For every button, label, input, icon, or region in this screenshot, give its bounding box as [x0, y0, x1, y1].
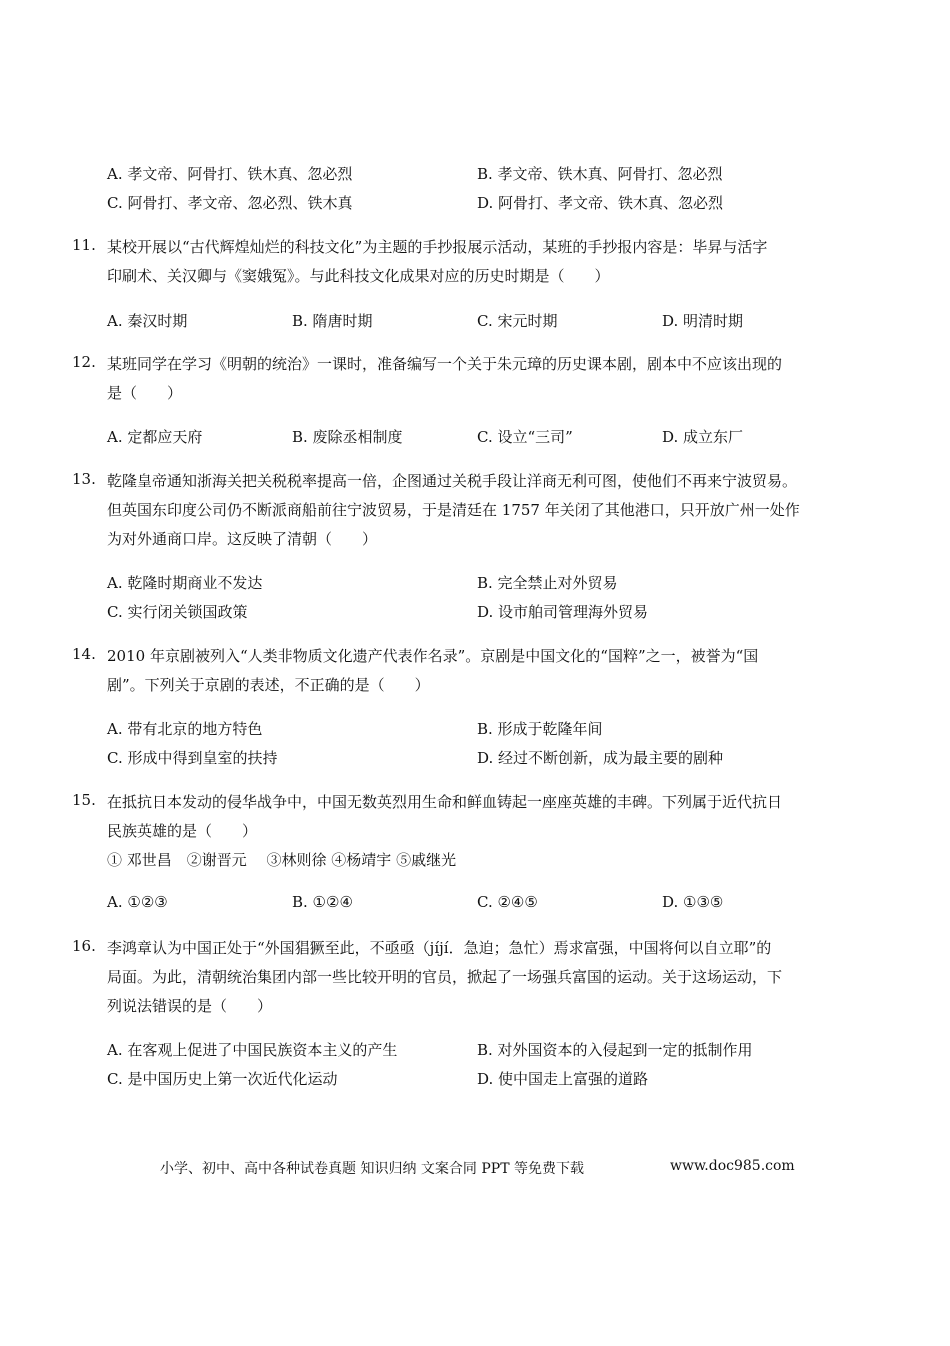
q13-stem-line2: 但英国东印度公司仍不断派商船前往宁波贸易，于是清廷在 1757 年关闭了其他港口，只开放广州一处作 — [107, 501, 800, 519]
footer-text: 小学、初中、高中各种试卷真题 知识归纳 文案合同 PPT 等免费下载 — [160, 1161, 584, 1177]
q14-option-c: C. 形成中得到皇室的扶持 — [107, 749, 278, 767]
q13-option-d: D. 设市舶司管理海外贸易 — [477, 603, 649, 621]
q15-option-d: D. ①③⑤ — [662, 893, 724, 911]
q15-option-c: C. ②④⑤ — [477, 893, 538, 911]
q11-option-a: A. 秦汉时期 — [107, 312, 188, 330]
q15-option-b: B. ①②④ — [292, 893, 353, 911]
q12-option-b: B. 废除丞相制度 — [292, 428, 403, 446]
q15-stem-line2: 民族英雄的是（ ） — [107, 822, 258, 840]
q16-stem-line1: 李鸿章认为中国正处于“外国猖獗至此，不亟亟（jíjí．急迫；急忙）焉求富强，中国将何以自立耶”的 — [107, 939, 772, 957]
q13-option-a: A. 乾隆时期商业不发达 — [107, 574, 263, 592]
q10-option-a: A. 孝文帝、阿骨打、铁木真、忽必烈 — [107, 165, 353, 183]
q15-stem-line1: 在抵抗日本发动的侵华战争中，中国无数英烈用生命和鲜血铸起一座座英雄的丰碑。下列属于近代抗日 — [107, 793, 783, 811]
q11-number: 11. — [72, 236, 96, 254]
q14-option-d: D. 经过不断创新，成为最主要的剧种 — [477, 749, 724, 767]
q10-option-d: D. 阿骨打、孝文帝、铁木真、忽必烈 — [477, 194, 724, 212]
q12-option-d: D. 成立东厂 — [662, 428, 744, 446]
q11-option-b: B. 隋唐时期 — [292, 312, 373, 330]
q13-stem-line1: 乾隆皇帝通知浙海关把关税税率提高一倍，企图通过关税手段让洋商无利可图，使他们不再来宁波贸易。 — [107, 472, 798, 490]
q11-option-d: D. 明清时期 — [662, 312, 744, 330]
q12-stem-line2: 是（ ） — [107, 384, 183, 402]
q15-number: 15. — [72, 791, 96, 809]
q10-option-b: B. 孝文帝、铁木真、阿骨打、忽必烈 — [477, 165, 723, 183]
q16-option-c: C. 是中国历史上第一次近代化运动 — [107, 1070, 338, 1088]
q13-stem-line3: 为对外通商口岸。这反映了清朝（ ） — [107, 530, 378, 548]
q10-option-c: C. 阿骨打、孝文帝、忽必烈、铁木真 — [107, 194, 353, 212]
q12-stem-line1: 某班同学在学习《明朝的统治》一课时，准备编写一个关于朱元璋的历史课本剧，剧本中不应该出现的 — [107, 355, 783, 373]
footer-url[interactable]: www.doc985.com — [670, 1158, 795, 1174]
q11-option-c: C. 宋元时期 — [477, 312, 558, 330]
q13-option-c: C. 实行闭关锁国政策 — [107, 603, 248, 621]
q16-number: 16. — [72, 937, 96, 955]
q14-stem-line1: 2010 年京剧被列入“人类非物质文化遗产代表作名录”。京剧是中国文化的“国粹”之一，被誉为“国 — [107, 647, 759, 665]
q14-number: 14. — [72, 645, 96, 663]
q12-option-a: A. 定都应天府 — [107, 428, 203, 446]
q14-stem-line2: 剧”。下列关于京剧的表述，不正确的是（ ） — [107, 676, 430, 694]
q11-stem-line2: 印刷术、关汉卿与《窦娥冤》。与此科技文化成果对应的历史时期是（ ） — [107, 267, 610, 285]
q11-stem-line1: 某校开展以“古代辉煌灿烂的科技文化”为主题的手抄报展示活动，某班的手抄报内容是：毕昇与活字 — [107, 238, 768, 256]
q16-stem-line3: 列说法错误的是（ ） — [107, 997, 273, 1015]
q14-option-a: A. 带有北京的地方特色 — [107, 720, 263, 738]
q13-option-b: B. 完全禁止对外贸易 — [477, 574, 618, 592]
q15-option-a: A. ①②③ — [107, 893, 168, 911]
q15-choices-line: ① 邓世昌 ②谢晋元 ③林则徐 ④杨靖宇 ⑤戚继光 — [107, 851, 457, 869]
q16-option-d: D. 使中国走上富强的道路 — [477, 1070, 649, 1088]
q12-option-c: C. 设立“三司” — [477, 428, 573, 446]
q14-option-b: B. 形成于乾隆年间 — [477, 720, 603, 738]
q16-option-a: A. 在客观上促进了中国民族资本主义的产生 — [107, 1041, 398, 1059]
q13-number: 13. — [72, 470, 96, 488]
q16-stem-line2: 局面。为此，清朝统治集团内部一些比较开明的官员，掀起了一场强兵富国的运动。关于这场运动，下 — [107, 968, 783, 986]
q12-number: 12. — [72, 353, 96, 371]
q16-option-b: B. 对外国资本的入侵起到一定的抵制作用 — [477, 1041, 753, 1059]
